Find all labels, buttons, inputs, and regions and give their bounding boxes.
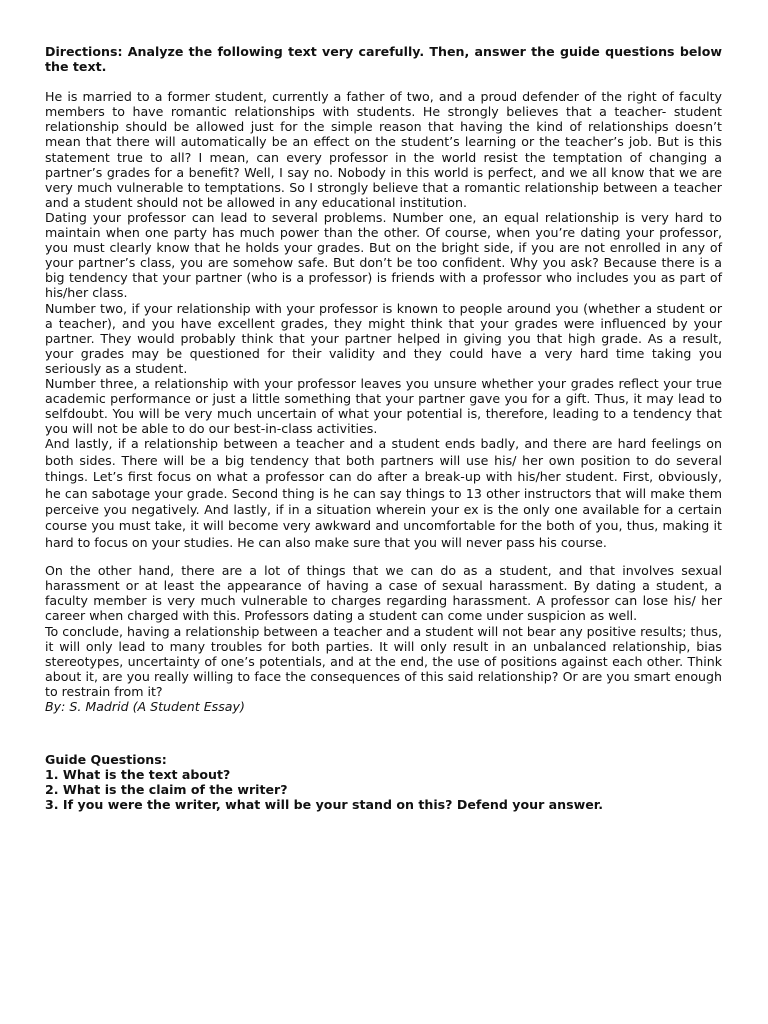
guide-question-3: 3. If you were the writer, what will be your stand on this? Defend your answer. <box>45 797 604 813</box>
document-page <box>45 44 722 813</box>
essay-byline: By: S. Madrid (A Student Essay) <box>45 699 245 715</box>
guide-questions-heading: Guide Questions: <box>45 752 167 768</box>
essay-paragraph-conclusion: To conclude, having a relationship between a teacher and a student will not bear any positive results; thus, it will only lead to many troubles for both parties. It will only result in an unbalanced relationship, bias stereotypes, uncertainty of one’s potentials, and at the end, the use of positions against each other. Think about it, are you really willing to face the consequences of this said relationship? Or are you smart enough to restrain from it? <box>45 623 722 699</box>
guide-question-1: 1. What is the text about? <box>45 767 231 783</box>
essay-paragraph-other-hand: On the other hand, there are a lot of things that we can do as a student, and that involves sexual harassment or at least the appearance of having a case of sexual harassment. By dating a student, a faculty member is very much vulnerable to charges regarding harassment. A professor can lose his/ her career when charged with this. Professors dating a student can come under suspicion as well. <box>45 563 722 624</box>
essay-paragraph-intro: He is married to a former student, currently a father of two, and a proud defender of the right of faculty members to have romantic relationships with students. He strongly believes that a teacher- student relationship should be allowed just for the simple reason that having the kind of relationships doesn’t mean that there will automatically be an effect on the student’s learning or the teacher’s job. But is this statement true to all? I mean, can every professor in the world resist the temptation of changing a partner’s grades for a benefit? Well, I say no. Nobody in this world is perfect, and we all know that we are very much vulnerable to temptations. So I strongly believe that a romantic relationship between a teacher and a student should not be allowed in any educational institution. <box>45 89 722 210</box>
guide-question-2: 2. What is the claim of the writer? <box>45 782 288 798</box>
directions-heading: Directions: Analyze the following text very carefully. Then, answer the guide questions below the text. <box>45 44 722 75</box>
essay-paragraph-lastly: And lastly, if a relationship between a teacher and a student ends badly, and there are hard feelings on both sides. There will be a big tendency that both partners will use his/ her own position to do several things. Let’s first focus on what a professor can do after a break-up with his/her student. First, obviously, he can sabotage your grade. Second thing is he can say things to 13 other instructors that will make them perceive you negatively. And lastly, if in a situation wherein your ex is the only one available for a certain course you must take, it will become very awkward and uncomfortable for the both of you, thus, making it hard to focus on your studies. He can also make sure that you will never pass his course. <box>45 436 722 550</box>
essay-paragraph-number-three: Number three, a relationship with your professor leaves you unsure whether your grades reflect your true academic performance or just a little something that your partner gave you for a gift. Thus, it may lead to selfdoubt. You will be very much uncertain of what your potential is, therefore, leading to a tendency that you will not be able to do our best-in-class activities. <box>45 375 722 437</box>
guide-questions <box>45 752 722 812</box>
essay-paragraph-dating-problems: Dating your professor can lead to several problems. Number one, an equal relationship is very hard to maintain when one party has much power than the other. Of course, when you’re dating your professor, you must clearly know that he holds your grades. But on the bright side, if you are not enrolled in any of your partner’s class, you are somehow safe. But don’t be too confident. Why you ask? Because there is a big tendency that your partner (who is a professor) is friends with a professor who includes you as part of his/her class. <box>45 209 722 301</box>
essay-paragraph-number-two: Number two, if your relationship with your professor is known to people around you (whether a student or a teacher), and you have excellent grades, they might think that your grades were influenced by your partner. They would probably think that your partner helped in giving you that high grade. As a result, your grades may be questioned for their validity and they could have a very hard time taking you seriously as a student. <box>45 300 722 376</box>
